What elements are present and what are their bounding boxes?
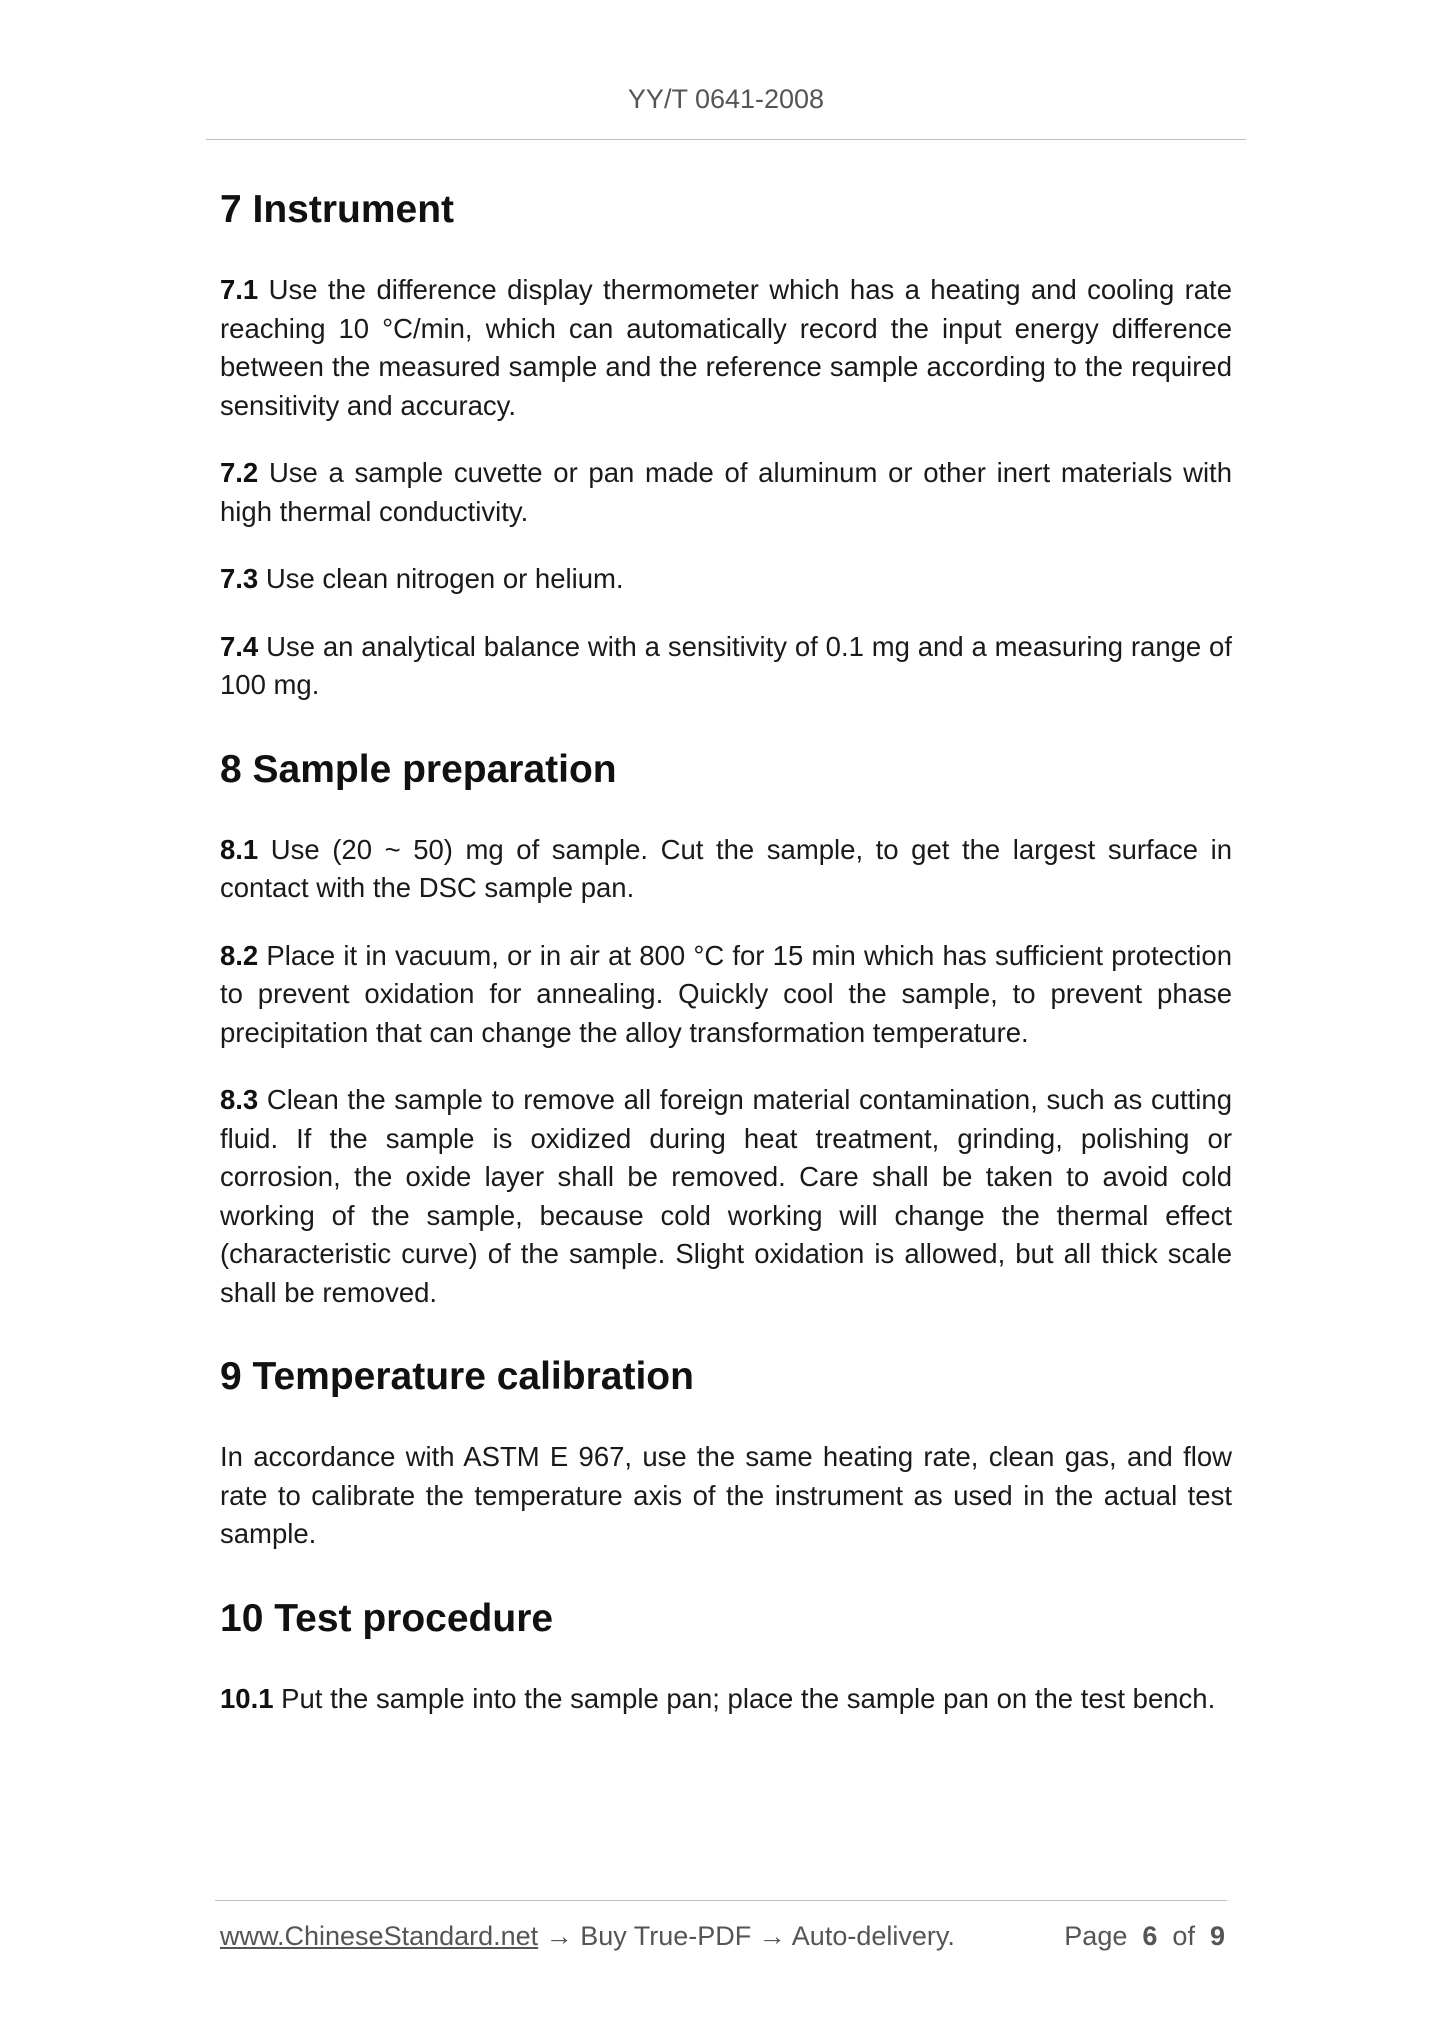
clause-7-4	[220, 628, 1232, 705]
auto-delivery-text: Auto-delivery.	[791, 1921, 955, 1951]
arrow-right-icon: →	[758, 1921, 786, 1951]
page-indicator	[1064, 1921, 1225, 1952]
section-7-heading: 7 Instrument	[220, 188, 455, 231]
clause-7-2	[220, 454, 1232, 531]
section-9-heading: 9 Temperature calibration	[220, 1355, 694, 1398]
document-body	[220, 180, 1232, 1718]
clause-number: 8.3	[220, 1084, 259, 1115]
clause-8-1	[220, 831, 1232, 908]
clause-text: Put the sample into the sample pan; place the sample pan on the test bench.	[273, 1682, 1216, 1714]
section-10-heading: 10 Test procedure	[220, 1596, 554, 1640]
clause-number: 8.1	[220, 833, 259, 865]
website-link[interactable]: www.ChineseStandard.net	[220, 1921, 539, 1951]
clause-text: Use the difference display thermometer which has a heating and cooling rate reaching 10 °C/min, which can automatically record the input energy difference between the measured sample and the reference sample according to the required sensitivity and accuracy.	[220, 274, 1232, 421]
header-divider	[206, 139, 1246, 140]
page-label: Page	[1064, 1921, 1128, 1951]
clause-number: 7.3	[220, 563, 259, 594]
clause-8-2	[220, 937, 1232, 1053]
footer-divider	[215, 1900, 1227, 1901]
clause-text: Use clean nitrogen or helium.	[258, 563, 624, 594]
page-of-label: of	[1172, 1921, 1195, 1951]
page-total: 9	[1209, 1921, 1225, 1951]
clause-number: 7.4	[220, 630, 259, 662]
buy-true-pdf-text: Buy True-PDF	[580, 1921, 752, 1951]
clause-text: Clean the sample to remove all foreign material contamination, such as cutting fluid. If the sample is oxidized during heat treatment, grinding, polishing or corrosion, the oxide layer shall be removed. Care shall be taken to avoid cold working of the sample, because cold working will change the thermal effect (characteristic curve) of the sample. Slight oxidation is allowed, but all thick scale shall be removed.	[220, 1084, 1232, 1308]
clause-text: Use a sample cuvette or pan made of aluminum or other inert materials with high thermal conductivity.	[220, 457, 1232, 527]
clause-7-1	[220, 271, 1232, 425]
clause-text: Use (20 ~ 50) mg of sample. Cut the sample, to get the largest surface in contact with the DSC sample pan.	[220, 833, 1232, 903]
clause-10-1	[220, 1680, 1232, 1719]
section-9-paragraph: In accordance with ASTM E 967, use the same heating rate, clean gas, and flow rate to calibrate the temperature axis of the instrument as used in the actual test sample.	[220, 1441, 1232, 1549]
clause-8-3	[220, 1081, 1232, 1312]
footer-promo	[220, 1921, 955, 1952]
arrow-right-icon: →	[545, 1921, 573, 1951]
clause-7-3	[220, 560, 1232, 599]
clause-text: Place it in vacuum, or in air at 800 °C for 15 min which has sufficient protection to prevent oxidation for annealing. Quickly cool the sample, to prevent phase precipitation that can change the alloy transformation temperature.	[220, 939, 1232, 1048]
section-8-heading: 8 Sample preparation	[220, 747, 617, 791]
page-current: 6	[1142, 1921, 1158, 1951]
clause-number: 8.2	[220, 939, 259, 971]
document-code-header: YY/T 0641-2008	[627, 84, 825, 114]
clause-number: 7.2	[220, 457, 259, 488]
clause-number: 10.1	[220, 1682, 274, 1714]
clause-number: 7.1	[220, 274, 259, 305]
clause-text: Use an analytical balance with a sensitivity of 0.1 mg and a measuring range of 100 mg.	[220, 630, 1232, 700]
